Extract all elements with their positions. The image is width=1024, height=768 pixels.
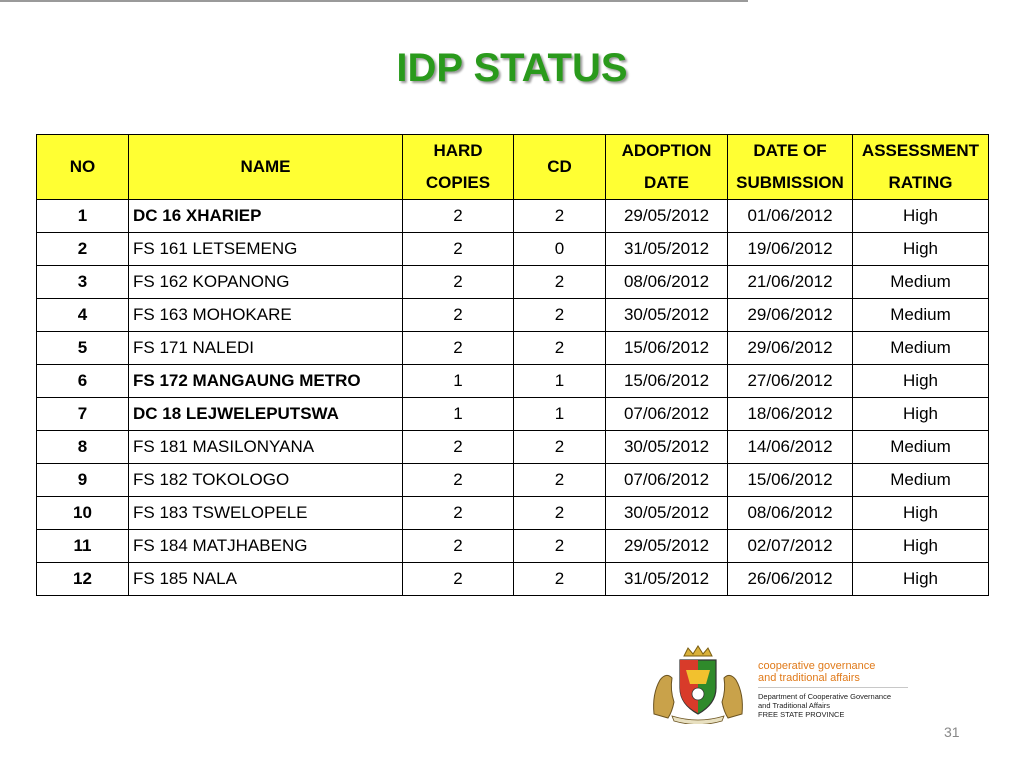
cell-rating: Medium bbox=[853, 299, 989, 332]
cell-hard-copies: 2 bbox=[403, 200, 514, 233]
table-row bbox=[37, 233, 989, 266]
cell-no: 10 bbox=[37, 497, 129, 530]
table-row bbox=[37, 497, 989, 530]
cell-adoption-date: 30/05/2012 bbox=[606, 299, 728, 332]
cell-no: 4 bbox=[37, 299, 129, 332]
cell-cd: 2 bbox=[514, 431, 606, 464]
header-no: NO bbox=[37, 135, 129, 200]
cell-hard-copies: 2 bbox=[403, 233, 514, 266]
cell-cd: 0 bbox=[514, 233, 606, 266]
header-date-of-submission: DATE OF SUBMISSION bbox=[728, 135, 853, 200]
top-divider-line bbox=[0, 0, 748, 2]
cell-no: 11 bbox=[37, 530, 129, 563]
cell-name: DC 18 LEJWELEPUTSWA bbox=[129, 398, 403, 431]
coat-of-arms-icon bbox=[648, 644, 748, 724]
cell-submission-date: 21/06/2012 bbox=[728, 266, 853, 299]
cell-cd: 2 bbox=[514, 464, 606, 497]
cell-no: 6 bbox=[37, 365, 129, 398]
cell-hard-copies: 2 bbox=[403, 497, 514, 530]
table-row bbox=[37, 431, 989, 464]
cell-cd: 2 bbox=[514, 563, 606, 596]
cell-cd: 2 bbox=[514, 299, 606, 332]
cell-adoption-date: 30/05/2012 bbox=[606, 497, 728, 530]
cell-no: 2 bbox=[37, 233, 129, 266]
page-number: 31 bbox=[944, 724, 960, 740]
cell-cd: 1 bbox=[514, 398, 606, 431]
cell-submission-date: 08/06/2012 bbox=[728, 497, 853, 530]
cell-adoption-date: 07/06/2012 bbox=[606, 464, 728, 497]
cell-hard-copies: 1 bbox=[403, 365, 514, 398]
table-row bbox=[37, 299, 989, 332]
cell-name: FS 182 TOKOLOGO bbox=[129, 464, 403, 497]
table-row bbox=[37, 365, 989, 398]
idp-status-table bbox=[36, 134, 989, 596]
dept-line-2: and Traditional Affairs bbox=[758, 701, 830, 710]
cell-cd: 2 bbox=[514, 266, 606, 299]
header-adoption-date: ADOPTION DATE bbox=[606, 135, 728, 200]
cell-rating: Medium bbox=[853, 332, 989, 365]
brand-line-2: and traditional affairs bbox=[758, 672, 860, 684]
cell-name: FS 172 MANGAUNG METRO bbox=[129, 365, 403, 398]
cell-adoption-date: 29/05/2012 bbox=[606, 200, 728, 233]
table-row bbox=[37, 464, 989, 497]
cell-no: 12 bbox=[37, 563, 129, 596]
cell-submission-date: 27/06/2012 bbox=[728, 365, 853, 398]
cell-submission-date: 01/06/2012 bbox=[728, 200, 853, 233]
cell-rating: High bbox=[853, 530, 989, 563]
table-row bbox=[37, 563, 989, 596]
cell-rating: High bbox=[853, 563, 989, 596]
slide-title: IDP STATUS bbox=[396, 46, 628, 90]
table-row bbox=[37, 398, 989, 431]
table-row bbox=[37, 530, 989, 563]
cell-submission-date: 18/06/2012 bbox=[728, 398, 853, 431]
cell-cd: 2 bbox=[514, 332, 606, 365]
cell-adoption-date: 31/05/2012 bbox=[606, 563, 728, 596]
cell-name: FS 181 MASILONYANA bbox=[129, 431, 403, 464]
cell-name: FS 171 NALEDI bbox=[129, 332, 403, 365]
cell-name: FS 163 MOHOKARE bbox=[129, 299, 403, 332]
cell-rating: Medium bbox=[853, 464, 989, 497]
cell-adoption-date: 15/06/2012 bbox=[606, 365, 728, 398]
cell-hard-copies: 1 bbox=[403, 398, 514, 431]
brand-divider bbox=[758, 687, 908, 688]
cell-submission-date: 02/07/2012 bbox=[728, 530, 853, 563]
cell-cd: 2 bbox=[514, 530, 606, 563]
cell-hard-copies: 2 bbox=[403, 431, 514, 464]
cell-no: 1 bbox=[37, 200, 129, 233]
cell-hard-copies: 2 bbox=[403, 464, 514, 497]
cell-hard-copies: 2 bbox=[403, 299, 514, 332]
header-assessment-rating: ASSESSMENT RATING bbox=[853, 135, 989, 200]
cell-name: FS 184 MATJHABENG bbox=[129, 530, 403, 563]
header-cd: CD bbox=[514, 135, 606, 200]
table-row bbox=[37, 332, 989, 365]
brand-line-1: cooperative governance bbox=[758, 660, 876, 672]
cell-name: FS 183 TSWELOPELE bbox=[129, 497, 403, 530]
cell-submission-date: 15/06/2012 bbox=[728, 464, 853, 497]
cell-rating: High bbox=[853, 233, 989, 266]
cell-name: FS 185 NALA bbox=[129, 563, 403, 596]
cell-no: 9 bbox=[37, 464, 129, 497]
cell-adoption-date: 30/05/2012 bbox=[606, 431, 728, 464]
cell-rating: High bbox=[853, 497, 989, 530]
table-row bbox=[37, 200, 989, 233]
cell-hard-copies: 2 bbox=[403, 332, 514, 365]
cell-submission-date: 29/06/2012 bbox=[728, 332, 853, 365]
header-name: NAME bbox=[129, 135, 403, 200]
cell-adoption-date: 08/06/2012 bbox=[606, 266, 728, 299]
cell-no: 3 bbox=[37, 266, 129, 299]
cell-cd: 1 bbox=[514, 365, 606, 398]
cell-no: 7 bbox=[37, 398, 129, 431]
cell-rating: Medium bbox=[853, 431, 989, 464]
cell-rating: Medium bbox=[853, 266, 989, 299]
department-text bbox=[758, 692, 891, 719]
header-hard-copies: HARD COPIES bbox=[403, 135, 514, 200]
cell-rating: High bbox=[853, 365, 989, 398]
cell-adoption-date: 07/06/2012 bbox=[606, 398, 728, 431]
cell-cd: 2 bbox=[514, 200, 606, 233]
cell-submission-date: 14/06/2012 bbox=[728, 431, 853, 464]
dept-line-3: FREE STATE PROVINCE bbox=[758, 710, 845, 719]
cell-rating: High bbox=[853, 200, 989, 233]
cell-cd: 2 bbox=[514, 497, 606, 530]
cogta-logo bbox=[648, 644, 908, 724]
dept-line-1: Department of Cooperative Governance bbox=[758, 692, 891, 701]
cell-name: FS 161 LETSEMENG bbox=[129, 233, 403, 266]
cell-submission-date: 26/06/2012 bbox=[728, 563, 853, 596]
cell-adoption-date: 29/05/2012 bbox=[606, 530, 728, 563]
cell-hard-copies: 2 bbox=[403, 530, 514, 563]
cell-submission-date: 29/06/2012 bbox=[728, 299, 853, 332]
cell-submission-date: 19/06/2012 bbox=[728, 233, 853, 266]
cell-adoption-date: 15/06/2012 bbox=[606, 332, 728, 365]
cell-adoption-date: 31/05/2012 bbox=[606, 233, 728, 266]
cell-no: 8 bbox=[37, 431, 129, 464]
table-header-row bbox=[37, 135, 989, 200]
cell-name: FS 162 KOPANONG bbox=[129, 266, 403, 299]
cell-no: 5 bbox=[37, 332, 129, 365]
cell-rating: High bbox=[853, 398, 989, 431]
cell-name: DC 16 XHARIEP bbox=[129, 200, 403, 233]
table-row bbox=[37, 266, 989, 299]
cell-hard-copies: 2 bbox=[403, 563, 514, 596]
cell-hard-copies: 2 bbox=[403, 266, 514, 299]
